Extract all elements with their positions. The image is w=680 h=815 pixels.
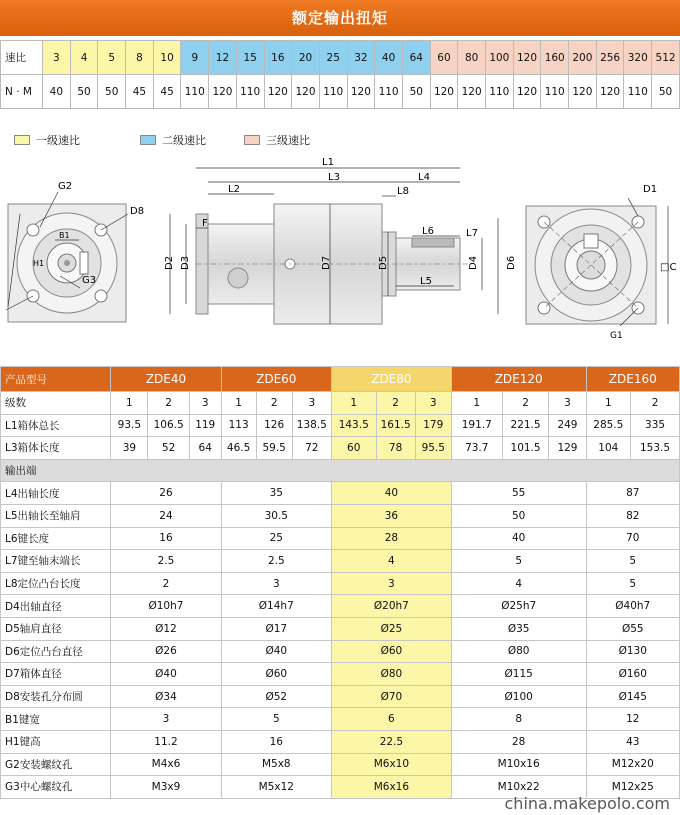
spec-cell: Ø40h7 xyxy=(586,595,679,618)
spec-cell: 113 xyxy=(221,414,256,437)
ratio-torque-table xyxy=(0,40,680,109)
spec-row xyxy=(1,550,680,573)
spec-cell: 50 xyxy=(451,504,586,527)
spec-cell: 5 xyxy=(451,550,586,573)
spec-cell: Ø26 xyxy=(111,640,221,663)
spec-cell: 179 xyxy=(415,414,451,437)
spec-row xyxy=(1,640,680,663)
input-end-view xyxy=(6,181,144,322)
spec-cell: 101.5 xyxy=(502,437,549,460)
spec-row-label: H1键高 xyxy=(1,730,111,753)
torque-cell: 120 xyxy=(513,75,541,109)
spec-cell: Ø25h7 xyxy=(451,595,586,618)
label-l3: L3 xyxy=(328,172,340,183)
ratio-cell: 120 xyxy=(513,41,541,75)
spec-cell: Ø55 xyxy=(586,617,679,640)
spec-cell: 95.5 xyxy=(415,437,451,460)
spec-cell: 16 xyxy=(111,527,221,550)
spec-cell: Ø60 xyxy=(221,663,331,686)
spec-row-label: D8安装孔分布圆 xyxy=(1,685,111,708)
spec-row xyxy=(1,730,680,753)
label-l6: L6 xyxy=(422,226,434,237)
label-l4: L4 xyxy=(418,172,430,183)
spec-cell: M10x22 xyxy=(451,776,586,799)
torque-cell: 50 xyxy=(652,75,680,109)
spec-cell: M5x8 xyxy=(221,753,331,776)
ratio-cell: 40 xyxy=(375,41,403,75)
ratio-cell: 25 xyxy=(319,41,347,75)
spec-cell: Ø100 xyxy=(451,685,586,708)
spec-cell: M12x20 xyxy=(586,753,679,776)
watermark: china.makepolo.com xyxy=(504,794,670,813)
l3-row xyxy=(1,437,680,460)
torque-cell: 120 xyxy=(209,75,237,109)
spec-cell: 4 xyxy=(451,572,586,595)
ratio-cell: 15 xyxy=(236,41,264,75)
spec-row-label: L4出轴长度 xyxy=(1,482,111,505)
spec-cell: Ø80 xyxy=(331,663,451,686)
spec-cell: 22.5 xyxy=(331,730,451,753)
spec-row-label: D7箱体直径 xyxy=(1,663,111,686)
torque-cell: 120 xyxy=(264,75,292,109)
spec-cell: 40 xyxy=(331,482,451,505)
spec-cell: 119 xyxy=(189,414,221,437)
spec-cell: M6x10 xyxy=(331,753,451,776)
spec-row xyxy=(1,595,680,618)
spec-cell: 2.5 xyxy=(221,550,331,573)
ratio-row xyxy=(1,41,680,75)
spec-cell: 60 xyxy=(331,437,376,460)
spec-cell: 285.5 xyxy=(586,414,631,437)
spec-row-label: D4出轴直径 xyxy=(1,595,111,618)
spec-cell: 72 xyxy=(292,437,331,460)
spec-cell: 1 xyxy=(586,392,631,415)
label-l7: L7 xyxy=(466,228,478,239)
spec-cell: Ø12 xyxy=(111,617,221,640)
torque-cell: 110 xyxy=(181,75,209,109)
ratio-cell: 12 xyxy=(209,41,237,75)
torque-cell: 120 xyxy=(430,75,458,109)
spec-cell: Ø20h7 xyxy=(331,595,451,618)
spec-row xyxy=(1,753,680,776)
spec-cell: Ø145 xyxy=(586,685,679,708)
spec-cell: Ø17 xyxy=(221,617,331,640)
spec-cell: 6 xyxy=(331,708,451,731)
spec-cell: 52 xyxy=(148,437,189,460)
spec-cell: 26 xyxy=(111,482,221,505)
spec-cell: 4 xyxy=(331,550,451,573)
ratio-header: 速比 xyxy=(1,41,43,75)
label-d7: D7 xyxy=(321,255,332,270)
spec-row-label: D5轴肩直径 xyxy=(1,617,111,640)
stage2-swatch xyxy=(140,135,156,145)
spec-row xyxy=(1,617,680,640)
spec-cell: 25 xyxy=(221,527,331,550)
spec-cell: 5 xyxy=(221,708,331,731)
l1-row-label: L1箱体总长 xyxy=(1,414,111,437)
spec-cell: M6x16 xyxy=(331,776,451,799)
spec-cell: 73.7 xyxy=(451,437,502,460)
torque-cell: 50 xyxy=(70,75,98,109)
torque-cell: 50 xyxy=(402,75,430,109)
spec-cell: 126 xyxy=(256,414,292,437)
spec-row-label: L8定位凸台长度 xyxy=(1,572,111,595)
spec-row xyxy=(1,482,680,505)
spec-row xyxy=(1,708,680,731)
label-c: □C xyxy=(660,262,677,273)
spec-cell: Ø80 xyxy=(451,640,586,663)
spec-cell: 106.5 xyxy=(148,414,189,437)
spec-cell: 40 xyxy=(451,527,586,550)
spec-cell: 1 xyxy=(331,392,376,415)
spec-cell: 2 xyxy=(111,572,221,595)
technical-drawing xyxy=(0,152,680,364)
label-d8: D8 xyxy=(130,206,145,217)
spec-row-label: G2安装螺纹孔 xyxy=(1,753,111,776)
spec-cell: 138.5 xyxy=(292,414,331,437)
spec-row xyxy=(1,572,680,595)
spec-cell: Ø40 xyxy=(221,640,331,663)
spec-cell: Ø34 xyxy=(111,685,221,708)
spec-cell: Ø14h7 xyxy=(221,595,331,618)
spec-cell: M10x16 xyxy=(451,753,586,776)
legend-stage2-label: 二级速比 xyxy=(162,134,206,147)
spec-cell: 24 xyxy=(111,504,221,527)
spec-cell: M3x9 xyxy=(111,776,221,799)
spec-cell: Ø60 xyxy=(331,640,451,663)
torque-cell: 45 xyxy=(126,75,154,109)
ratio-cell: 10 xyxy=(153,41,181,75)
spec-cell: Ø160 xyxy=(586,663,679,686)
legend-stage2 xyxy=(140,132,206,148)
spec-cell: 87 xyxy=(586,482,679,505)
spec-cell: 129 xyxy=(549,437,586,460)
spec-row xyxy=(1,663,680,686)
spec-cell: 3 xyxy=(111,708,221,731)
ratio-cell: 64 xyxy=(402,41,430,75)
spec-row-label: D6定位凸台直径 xyxy=(1,640,111,663)
ratio-cell: 5 xyxy=(98,41,126,75)
spec-cell: 191.7 xyxy=(451,414,502,437)
label-g2: G2 xyxy=(58,181,73,192)
ratio-cell: 320 xyxy=(624,41,652,75)
spec-cell: 43 xyxy=(586,730,679,753)
ratio-cell: 32 xyxy=(347,41,375,75)
spec-row xyxy=(1,504,680,527)
spec-cell: 59.5 xyxy=(256,437,292,460)
spec-cell: 153.5 xyxy=(631,437,680,460)
torque-cell: 45 xyxy=(153,75,181,109)
spec-row-label: L6键长度 xyxy=(1,527,111,550)
model-cell: ZDE60 xyxy=(221,367,331,392)
ratio-cell: 256 xyxy=(596,41,624,75)
spec-cell: 82 xyxy=(586,504,679,527)
legend-stage3 xyxy=(244,132,310,148)
spec-cell: Ø70 xyxy=(331,685,451,708)
spec-row xyxy=(1,527,680,550)
spec-cell: 104 xyxy=(586,437,631,460)
spec-cell: 2 xyxy=(502,392,549,415)
legend-stage1 xyxy=(14,132,80,148)
torque-cell: 120 xyxy=(458,75,486,109)
spec-cell: 249 xyxy=(549,414,586,437)
spec-cell: Ø115 xyxy=(451,663,586,686)
spec-cell: 8 xyxy=(451,708,586,731)
label-l5: L5 xyxy=(420,276,432,287)
spec-cell: Ø130 xyxy=(586,640,679,663)
model-cell: ZDE80 xyxy=(331,367,451,392)
spec-cell: 39 xyxy=(111,437,148,460)
spec-cell: 143.5 xyxy=(331,414,376,437)
spec-cell: Ø40 xyxy=(111,663,221,686)
output-end-view xyxy=(526,184,676,341)
model-header: 产品型号 xyxy=(1,367,111,392)
spec-cell: 64 xyxy=(189,437,221,460)
spec-cell: M5x12 xyxy=(221,776,331,799)
torque-cell: 120 xyxy=(596,75,624,109)
label-d4: D4 xyxy=(468,255,479,270)
spec-cell: 2 xyxy=(631,392,680,415)
spec-cell: 2 xyxy=(376,392,415,415)
torque-cell: 110 xyxy=(375,75,403,109)
ratio-cell: 512 xyxy=(652,41,680,75)
model-row xyxy=(1,367,680,392)
spec-row xyxy=(1,685,680,708)
torque-cell: 110 xyxy=(486,75,514,109)
page-title: 额定输出扭矩 xyxy=(0,0,680,36)
spec-cell: 28 xyxy=(331,527,451,550)
label-g3: G3 xyxy=(82,275,97,286)
ratio-cell: 20 xyxy=(292,41,320,75)
spec-cell: 55 xyxy=(451,482,586,505)
spec-cell: Ø25 xyxy=(331,617,451,640)
label-b1: B1 xyxy=(59,231,70,240)
spec-cell: 30.5 xyxy=(221,504,331,527)
torque-cell: 40 xyxy=(43,75,71,109)
label-g1: G1 xyxy=(610,331,623,341)
spec-cell: 16 xyxy=(221,730,331,753)
spec-cell: 161.5 xyxy=(376,414,415,437)
label-f: F xyxy=(202,218,208,229)
spec-cell: 12 xyxy=(586,708,679,731)
ratio-cell: 200 xyxy=(569,41,597,75)
spec-cell: 3 xyxy=(189,392,221,415)
label-d5: D5 xyxy=(378,255,389,270)
model-cell: ZDE40 xyxy=(111,367,221,392)
torque-cell: 110 xyxy=(319,75,347,109)
spec-cell: 36 xyxy=(331,504,451,527)
label-d2: D2 xyxy=(164,255,175,270)
label-d1: D1 xyxy=(643,184,658,195)
model-cell: ZDE160 xyxy=(586,367,679,392)
spec-cell: 3 xyxy=(549,392,586,415)
label-l8: L8 xyxy=(397,186,409,197)
spec-cell: 28 xyxy=(451,730,586,753)
spec-row-label: G3中心螺纹孔 xyxy=(1,776,111,799)
spec-row-label: L5出轴长至轴肩 xyxy=(1,504,111,527)
spec-cell: 3 xyxy=(331,572,451,595)
legend-stage1-label: 一级速比 xyxy=(36,134,80,147)
spec-table xyxy=(0,366,680,799)
spec-cell: 1 xyxy=(451,392,502,415)
spec-cell: Ø10h7 xyxy=(111,595,221,618)
l3-row-label: L3箱体长度 xyxy=(1,437,111,460)
spec-cell: 5 xyxy=(586,550,679,573)
spec-cell: 5 xyxy=(586,572,679,595)
torque-header: N · M xyxy=(1,75,43,109)
spec-cell: 2.5 xyxy=(111,550,221,573)
ratio-cell: 80 xyxy=(458,41,486,75)
spec-cell: 93.5 xyxy=(111,414,148,437)
torque-row xyxy=(1,75,680,109)
torque-cell: 110 xyxy=(236,75,264,109)
label-l2: L2 xyxy=(228,184,240,195)
spec-cell: Ø52 xyxy=(221,685,331,708)
label-l1: L1 xyxy=(322,157,334,168)
torque-cell: 120 xyxy=(347,75,375,109)
spec-cell: M4x6 xyxy=(111,753,221,776)
spec-cell: 221.5 xyxy=(502,414,549,437)
ratio-cell: 160 xyxy=(541,41,569,75)
output-section-row xyxy=(1,459,680,482)
torque-cell: 110 xyxy=(541,75,569,109)
legend xyxy=(14,132,310,148)
ratio-cell: 16 xyxy=(264,41,292,75)
ratio-cell: 9 xyxy=(181,41,209,75)
ratio-cell: 4 xyxy=(70,41,98,75)
ratio-cell: 100 xyxy=(486,41,514,75)
torque-cell: 120 xyxy=(292,75,320,109)
stage1-swatch xyxy=(14,135,30,145)
ratio-cell: 60 xyxy=(430,41,458,75)
spec-cell: 1 xyxy=(221,392,256,415)
side-view xyxy=(164,157,517,324)
spec-cell: 70 xyxy=(586,527,679,550)
spec-cell: M12x25 xyxy=(586,776,679,799)
spec-cell: 2 xyxy=(256,392,292,415)
label-d6: D6 xyxy=(506,255,517,270)
spec-cell: Ø35 xyxy=(451,617,586,640)
spec-cell: 3 xyxy=(221,572,331,595)
spec-cell: 335 xyxy=(631,414,680,437)
spec-cell: 11.2 xyxy=(111,730,221,753)
ratio-cell: 8 xyxy=(126,41,154,75)
spec-cell: 1 xyxy=(111,392,148,415)
spec-cell: 2 xyxy=(148,392,189,415)
spec-row-label: L7键至轴末端长 xyxy=(1,550,111,573)
torque-cell: 110 xyxy=(624,75,652,109)
torque-cell: 50 xyxy=(98,75,126,109)
stage-row-label: 级数 xyxy=(1,392,111,415)
label-h1: H1 xyxy=(33,259,45,268)
spec-cell: 3 xyxy=(292,392,331,415)
spec-cell: 46.5 xyxy=(221,437,256,460)
stage-row xyxy=(1,392,680,415)
torque-cell: 120 xyxy=(569,75,597,109)
stage3-swatch xyxy=(244,135,260,145)
l1-row xyxy=(1,414,680,437)
spec-cell: 35 xyxy=(221,482,331,505)
spec-row-label: B1键宽 xyxy=(1,708,111,731)
spec-cell: 3 xyxy=(415,392,451,415)
legend-stage3-label: 三级速比 xyxy=(266,134,310,147)
spec-cell: 78 xyxy=(376,437,415,460)
model-cell: ZDE120 xyxy=(451,367,586,392)
ratio-cell: 3 xyxy=(43,41,71,75)
label-d3: D3 xyxy=(180,255,191,270)
output-section-header: 输出端 xyxy=(1,459,680,482)
